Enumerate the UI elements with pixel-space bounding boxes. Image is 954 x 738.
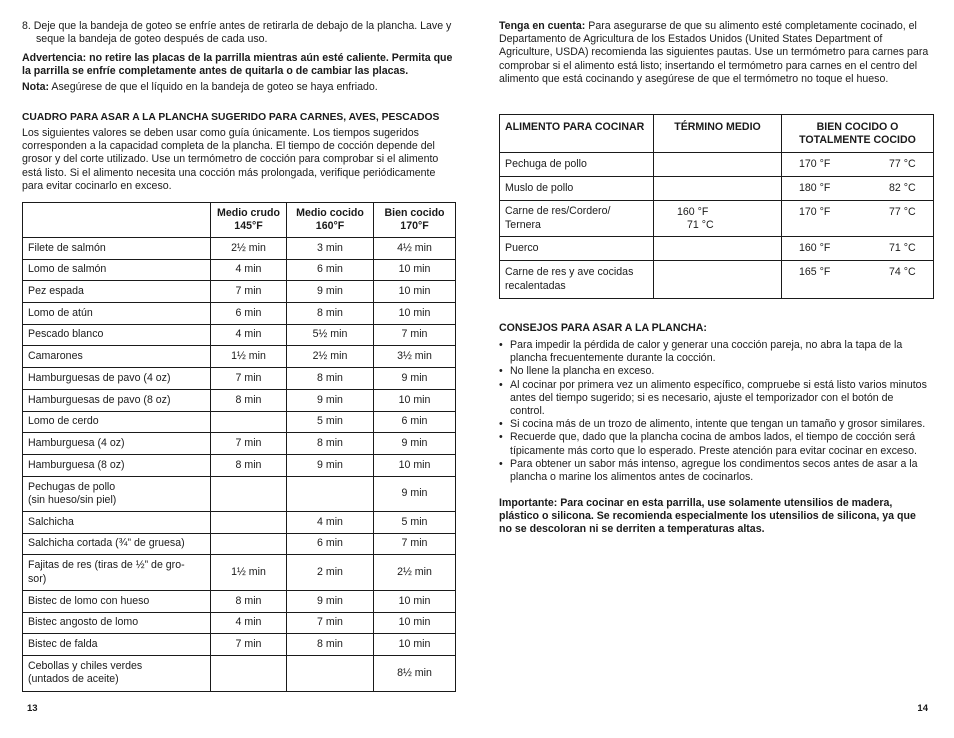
nota-text bbox=[22, 81, 455, 94]
cook-time-cell: 9 min bbox=[287, 389, 374, 411]
medium-temp-cell bbox=[654, 237, 782, 261]
temp-celsius: 77 °C bbox=[889, 206, 916, 218]
cook-time-cell: 7 min bbox=[287, 612, 374, 634]
cook-time-cell: 10 min bbox=[374, 454, 456, 476]
grill-chart-heading: CUADRO PARA ASAR A LA PLANCHA SUGERIDO PARA CARNES, AVES, PESCADOS bbox=[22, 112, 440, 123]
advertencia-text: Advertencia: no retire las placas de la parrilla mientras aún esté caliente. Permita que la parrilla se enfríe completamente antes de quitarla o de cambiar las placas. bbox=[22, 52, 453, 78]
nota-label: Nota: bbox=[22, 81, 50, 93]
step-8-text: 8. Deje que la bandeja de goteo se enfríe antes de retirarla de debajo de la plancha. Lave y seque la bandeja de goteo después de cada uso. bbox=[22, 20, 452, 46]
cook-time-cell: 4 min bbox=[211, 324, 287, 346]
cook-time-cell: 8 min bbox=[211, 590, 287, 612]
page-number: 14 bbox=[917, 703, 928, 714]
left-page bbox=[22, 0, 455, 738]
table-row bbox=[23, 656, 456, 692]
page-number: 13 bbox=[27, 703, 38, 714]
tips-heading: CONSEJOS PARA ASAR A LA PLANCHA: bbox=[499, 322, 707, 334]
cook-time-cell: 1½ min bbox=[211, 346, 287, 368]
header-medium: TÉRMINO MEDIO bbox=[654, 115, 782, 153]
food-name-cell: Cebollas y chiles verdes (untados de aceite) bbox=[23, 656, 211, 692]
header-food bbox=[23, 203, 211, 238]
food-name-cell: Lomo de cerdo bbox=[23, 411, 211, 433]
cook-time-cell: 9 min bbox=[287, 590, 374, 612]
temp-celsius: 77 °C bbox=[889, 158, 916, 170]
cook-time-cell: 8 min bbox=[287, 368, 374, 390]
food-name-cell: Camarones bbox=[23, 346, 211, 368]
importante-text: Importante: Para cocinar en esta parrilla, use solamente utensilios de madera, plástico o silicona. Se recomienda especialmente los utensilios de silicona, ya que no se descoloran ni se derriten a temperaturas altas. bbox=[499, 497, 916, 536]
table-row bbox=[23, 368, 456, 390]
tenga-label: Tenga en cuenta: bbox=[499, 20, 586, 32]
food-name-cell: Hamburguesa (8 oz) bbox=[23, 454, 211, 476]
cook-time-cell: 7 min bbox=[374, 324, 456, 346]
table-row bbox=[23, 433, 456, 455]
temp-celsius: 82 °C bbox=[889, 182, 916, 194]
cook-time-cell: 9 min bbox=[374, 476, 456, 512]
medium-temp-cell bbox=[654, 261, 782, 299]
well-done-temp-cell bbox=[782, 201, 934, 237]
cook-time-cell: 4½ min bbox=[374, 238, 456, 260]
food-name-cell: Muslo de pollo bbox=[500, 177, 654, 201]
food-name-cell: Pechuga de pollo bbox=[500, 153, 654, 177]
grill-chart-intro: Los siguientes valores se deben usar como guía únicamente. Los tiempos sugeridos corresponden a la capacidad completa de la plancha. El tiempo de cocción depende del grosor y del corte utilizado. Use un termómetro de cocción para comprobar si el alimento está listo. Si el alimento necesita una cocción más prolongada, verifique periódicamente para evitar cocinarlo en exceso. bbox=[22, 127, 439, 192]
header-doneness-2: Medio cocido 160°F bbox=[287, 203, 374, 238]
cook-time-cell: 4 min bbox=[211, 259, 287, 281]
cook-time-cell: 7 min bbox=[211, 634, 287, 656]
table-row bbox=[23, 324, 456, 346]
usda-temperature-table bbox=[499, 114, 934, 299]
list-item: • Para obtener un sabor más intenso, agregue los condimentos secos antes de asar a la plancha o marine los alimentos antes de cocinarlos. bbox=[499, 458, 929, 484]
well-done-temp-cell bbox=[782, 177, 934, 201]
food-name-cell: Hamburguesa (4 oz) bbox=[23, 433, 211, 455]
cook-time-cell: 10 min bbox=[374, 303, 456, 325]
cook-time-cell: 7 min bbox=[374, 533, 456, 555]
right-page bbox=[499, 0, 933, 738]
well-done-temp-cell bbox=[782, 261, 934, 299]
cook-time-cell: 9 min bbox=[287, 454, 374, 476]
well-done-temp-cell bbox=[782, 153, 934, 177]
food-name-cell: Salchicha bbox=[23, 512, 211, 534]
cook-time-cell: 2½ min bbox=[287, 346, 374, 368]
cook-time-cell bbox=[287, 656, 374, 692]
table-row bbox=[23, 346, 456, 368]
table-row bbox=[23, 238, 456, 260]
cook-time-cell: 7 min bbox=[211, 368, 287, 390]
cook-time-cell: 7 min bbox=[211, 281, 287, 303]
cook-time-cell bbox=[211, 512, 287, 534]
cook-time-cell: 9 min bbox=[374, 368, 456, 390]
food-name-cell: Pechugas de pollo (sin hueso/sin piel) bbox=[23, 476, 211, 512]
cook-time-cell: 8 min bbox=[287, 303, 374, 325]
cook-time-cell: 10 min bbox=[374, 281, 456, 303]
cook-time-cell: 8 min bbox=[287, 634, 374, 656]
cook-time-cell: 8 min bbox=[211, 389, 287, 411]
list-item: • Recuerde que, dado que la plancha cocina de ambos lados, el tiempo de cocción será típicamente más corto que lo esperado. Preste atención para evitar cocinar en exceso. bbox=[499, 431, 929, 457]
table-row bbox=[23, 533, 456, 555]
nota-body: Asegúrese de que el líquido en la bandeja de goteo se haya enfriado. bbox=[49, 81, 378, 93]
cook-time-cell: 2½ min bbox=[374, 555, 456, 591]
table-row bbox=[23, 634, 456, 656]
tenga-en-cuenta-text bbox=[499, 20, 933, 86]
table-row bbox=[500, 153, 934, 177]
cook-time-cell bbox=[211, 656, 287, 692]
table-row bbox=[23, 389, 456, 411]
food-name-cell: Bistec angosto de lomo bbox=[23, 612, 211, 634]
table-row bbox=[500, 201, 934, 237]
table-row bbox=[23, 476, 456, 512]
cook-time-cell: 9 min bbox=[287, 281, 374, 303]
cooking-times-table bbox=[22, 202, 456, 692]
temp-fahrenheit: 180 °F bbox=[799, 182, 831, 194]
list-item: • No llene la plancha en exceso. bbox=[499, 365, 929, 378]
cook-time-cell bbox=[211, 411, 287, 433]
list-item: • Si cocina más de un trozo de alimento, intente que tengan un tamaño y grosor similares. bbox=[499, 418, 929, 431]
temp-celsius: 74 °C bbox=[889, 266, 916, 278]
cook-time-cell bbox=[211, 533, 287, 555]
cook-time-cell: 10 min bbox=[374, 590, 456, 612]
cook-time-cell: 8 min bbox=[211, 454, 287, 476]
food-name-cell: Bistec de falda bbox=[23, 634, 211, 656]
food-name-cell: Carne de res/Cordero/ Ternera bbox=[500, 201, 654, 237]
cook-time-cell: 8 min bbox=[287, 433, 374, 455]
list-item: • Al cocinar por primera vez un alimento específico, compruebe si está listo varios minutos antes del tiempo sugerido; si es necesario, ajuste el temporizador con el botón de control. bbox=[499, 379, 929, 419]
cook-time-cell: 7 min bbox=[211, 433, 287, 455]
table-row bbox=[500, 261, 934, 299]
food-name-cell: Pescado blanco bbox=[23, 324, 211, 346]
cook-time-cell: 10 min bbox=[374, 612, 456, 634]
cook-time-cell: 5 min bbox=[374, 512, 456, 534]
tenga-body: Para asegurarse de que su alimento esté completamente cocinado, el Departamento de Agricultura de los Estados Unidos (United States Department of Agriculture, USDA) recomienda las siguientes pautas. Use un termómetro para carnes para comprobar si el alimento está listo; insertando el termómetro para carnes en el centro del alimento que está cocinando y asegúrese de que el termómetro no toque el hueso. bbox=[499, 20, 929, 85]
table-row bbox=[500, 177, 934, 201]
table-row bbox=[23, 612, 456, 634]
temp-fahrenheit: 160 °F bbox=[677, 206, 709, 218]
temp-fahrenheit: 170 °F bbox=[799, 206, 831, 218]
cook-time-cell: 6 min bbox=[211, 303, 287, 325]
food-name-cell: Lomo de salmón bbox=[23, 259, 211, 281]
cook-time-cell: 3½ min bbox=[374, 346, 456, 368]
cook-time-cell: 5½ min bbox=[287, 324, 374, 346]
food-name-cell: Lomo de atún bbox=[23, 303, 211, 325]
cook-time-cell: 8½ min bbox=[374, 656, 456, 692]
table-row bbox=[23, 512, 456, 534]
cook-time-cell: 2½ min bbox=[211, 238, 287, 260]
food-name-cell: Carne de res y ave cocidas recalentadas bbox=[500, 261, 654, 299]
medium-temp-cell bbox=[654, 201, 782, 237]
header-doneness-3: Bien cocido 170°F bbox=[374, 203, 456, 238]
food-name-cell: Pez espada bbox=[23, 281, 211, 303]
temp-celsius: 71 °C bbox=[687, 219, 714, 232]
temp-fahrenheit: 165 °F bbox=[799, 266, 831, 278]
list-item: • Para impedir la pérdida de calor y generar una cocción pareja, no abra la tapa de la plancha frecuentemente durante la cocción. bbox=[499, 339, 929, 365]
cook-time-cell: 9 min bbox=[374, 433, 456, 455]
table-row bbox=[23, 454, 456, 476]
table-row bbox=[23, 281, 456, 303]
header-doneness-1: Medio crudo 145°F bbox=[211, 203, 287, 238]
temp-celsius: 71 °C bbox=[889, 242, 916, 254]
food-name-cell: Hamburguesas de pavo (8 oz) bbox=[23, 389, 211, 411]
food-name-cell: Filete de salmón bbox=[23, 238, 211, 260]
cook-time-cell bbox=[287, 476, 374, 512]
table-row bbox=[23, 303, 456, 325]
medium-temp-cell bbox=[654, 153, 782, 177]
temp-fahrenheit: 170 °F bbox=[799, 158, 831, 170]
table-row bbox=[500, 237, 934, 261]
table-row bbox=[23, 590, 456, 612]
food-name-cell: Hamburguesas de pavo (4 oz) bbox=[23, 368, 211, 390]
table-row bbox=[23, 259, 456, 281]
table-row bbox=[23, 555, 456, 591]
food-name-cell: Fajitas de res (tiras de ½” de gro- sor) bbox=[23, 555, 211, 591]
cook-time-cell bbox=[211, 476, 287, 512]
cook-time-cell: 5 min bbox=[287, 411, 374, 433]
cook-time-cell: 10 min bbox=[374, 259, 456, 281]
cook-time-cell: 10 min bbox=[374, 634, 456, 656]
cook-time-cell: 10 min bbox=[374, 389, 456, 411]
temp-fahrenheit: 160 °F bbox=[799, 242, 831, 254]
cook-time-cell: 6 min bbox=[287, 533, 374, 555]
cook-time-cell: 2 min bbox=[287, 555, 374, 591]
cook-time-cell: 1½ min bbox=[211, 555, 287, 591]
tips-list bbox=[499, 339, 929, 484]
header-well-done: BIEN COCIDO O TOTALMENTE COCIDO bbox=[782, 115, 934, 153]
cook-time-cell: 4 min bbox=[211, 612, 287, 634]
cook-time-cell: 6 min bbox=[287, 259, 374, 281]
cook-time-cell: 6 min bbox=[374, 411, 456, 433]
food-name-cell: Salchicha cortada (¾” de gruesa) bbox=[23, 533, 211, 555]
header-food: ALIMENTO PARA COCINAR bbox=[500, 115, 654, 153]
food-name-cell: Bistec de lomo con hueso bbox=[23, 590, 211, 612]
well-done-temp-cell bbox=[782, 237, 934, 261]
cook-time-cell: 3 min bbox=[287, 238, 374, 260]
cook-time-cell: 4 min bbox=[287, 512, 374, 534]
table-row bbox=[23, 411, 456, 433]
food-name-cell: Puerco bbox=[500, 237, 654, 261]
medium-temp-cell bbox=[654, 177, 782, 201]
